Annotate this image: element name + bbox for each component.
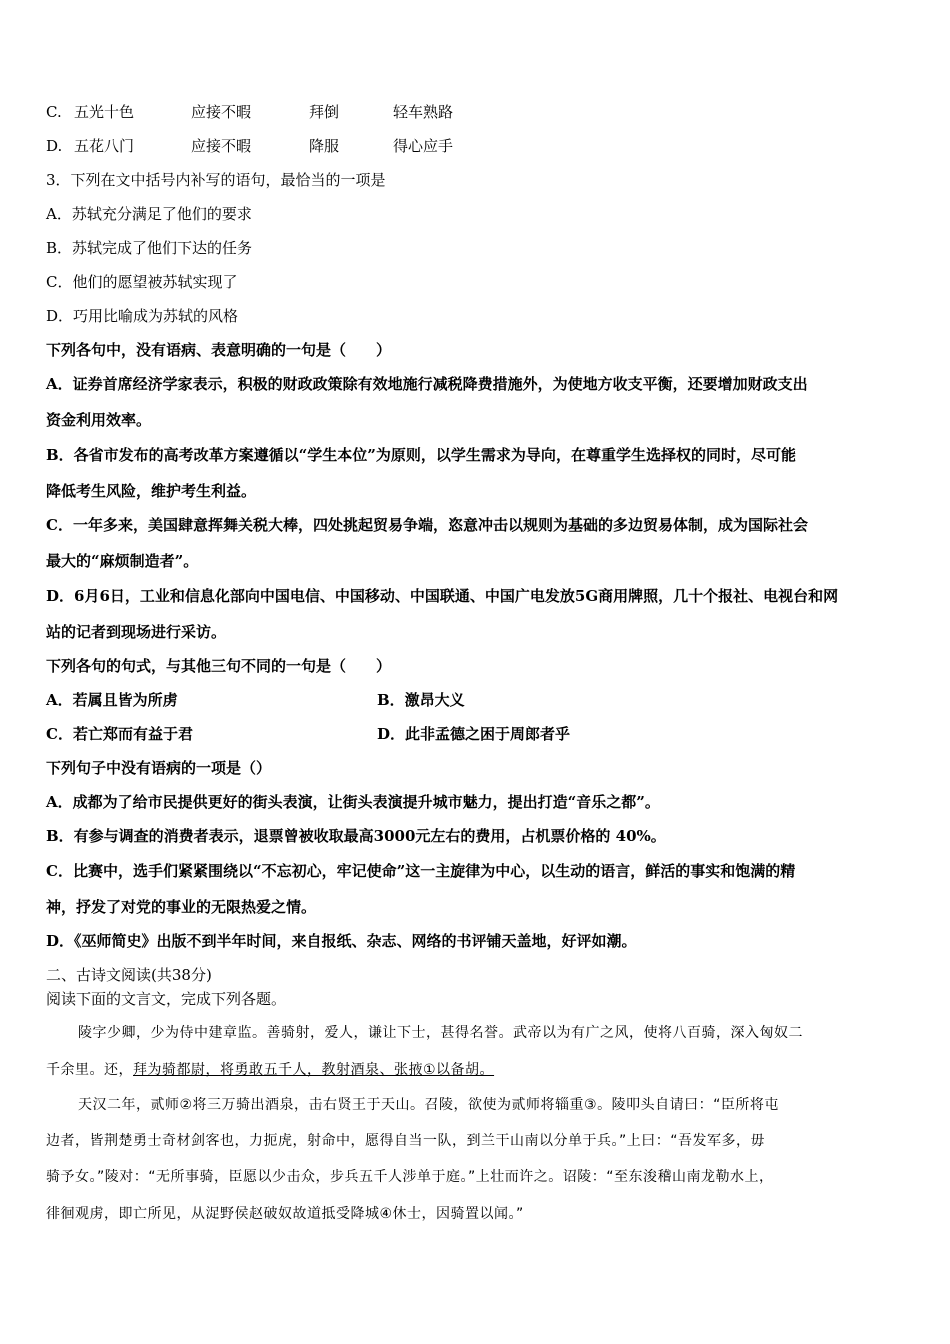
q5-option-c: C．若亡郑而有益于君 (46, 725, 193, 743)
q4-option-b-line2: 降低考生风险，维护考生利益。 (46, 482, 257, 500)
q6-stem: 下列句子中没有语病的一项是（） (46, 759, 272, 777)
option-word-2: 应接不暇 (191, 103, 252, 121)
q3-option-a: A．苏轼充分满足了他们的要求 (46, 205, 252, 223)
option-word-3: 拜倒 (309, 103, 340, 121)
passage-p1-line2 (46, 1060, 494, 1080)
q4-option-d-line1: D．6月6日，工业和信息化部向中国电信、中国移动、中国联通、中国广电发放5G商用牌照，几十个报社、电视台和网 (46, 587, 839, 605)
q3-stem: 3．下列在文中括号内补写的语句，最恰当的一项是 (46, 171, 386, 189)
q6-option-c-line1: C．比赛中，选手们紧紧围绕以“不忘初心，牢记使命”这一主旋律为中心，以生动的语言，鲜活的事实和饱满的精 (46, 862, 796, 880)
option-word-1: 五花八门 (74, 137, 135, 155)
q4-stem: 下列各句中，没有语病、表意明确的一句是（ ） (46, 341, 392, 359)
option-word-1: 五光十色 (74, 103, 135, 121)
q3-option-c: C．他们的愿望被苏轼实现了 (46, 273, 238, 291)
passage-underlined-sentence: 拜为骑都尉，将勇敢五千人，教射酒泉、张掖①以备胡。 (133, 1062, 495, 1078)
passage-p2-line3: 骑予女。”陵对：“无所事骑，臣愿以少击众，步兵五千人涉单于庭。”上壮而许之。诏陵：“至东浚稽山南龙勒水上， (46, 1169, 774, 1185)
q4-option-a-line2: 资金利用效率。 (46, 411, 152, 429)
option-word-4: 轻车熟路 (393, 103, 454, 121)
q5-option-d: D．此非孟德之困于周郎者乎 (377, 725, 571, 743)
q6-option-c-line2: 神，抒发了对党的事业的无限热爱之情。 (46, 898, 317, 916)
section-title: 二、古诗文阅读(共38分) (46, 966, 212, 984)
passage-p2-line1: 天汉二年，贰师②将三万骑出酒泉，击右贤王于天山。召陵，欲使为贰师将辎重③。陵叩头自请曰：“臣所将屯 (78, 1097, 779, 1113)
passage-p2-line2: 边者，皆荆楚勇士奇材剑客也，力扼虎，射命中，愿得自当一队，到兰干山南以分单于兵。”上曰：“吾发军多，毋 (46, 1133, 766, 1149)
option-label: C. (46, 103, 62, 121)
q3-option-d: D．巧用比喻成为苏轼的风格 (46, 307, 239, 325)
option-word-2: 应接不暇 (191, 137, 252, 155)
q6-option-a: A．成都为了给市民提供更好的街头表演，让街头表演提升城市魅力，提出打造“音乐之都”。 (46, 793, 660, 811)
passage-p2-line4: 徘徊观虏，即亡所见，从浞野侯赵破奴故道抵受降城④休士，因骑置以闻。” (46, 1206, 524, 1222)
q5-option-a: A．若属且皆为所虏 (46, 691, 178, 709)
q4-option-c-line1: C．一年多来，美国肆意挥舞关税大棒，四处挑起贸易争端，恣意冲击以规则为基础的多边贸易体制，成为国际社会 (46, 516, 808, 534)
q5-stem: 下列各句的句式，与其他三句不同的一句是（ ） (46, 657, 392, 675)
option-word-3: 降服 (309, 137, 340, 155)
q3-option-b: B．苏轼完成了他们下达的任务 (46, 239, 253, 257)
section-instruction: 阅读下面的文言文，完成下列各题。 (46, 990, 287, 1008)
q4-option-a-line1: A．证券首席经济学家表示，积极的财政政策除有效地施行减税降费措施外，为使地方收支平衡，还要增加财政支出 (46, 375, 808, 393)
q4-option-b-line1: B．各省市发布的高考改革方案遵循以“学生本位”为原则，以学生需求为导向，在尊重学生选择权的同时，尽可能 (46, 446, 796, 464)
option-label: D. (46, 137, 63, 155)
passage-p1-line1: 陵字少卿，少为侍中建章监。善骑射，爱人，谦让下士，甚得名誉。武帝以为有广之风，使将八百骑，深入匈奴二 (78, 1025, 803, 1041)
q4-option-d-line2: 站的记者到现场进行采访。 (46, 623, 227, 641)
q5-option-b: B．激昂大义 (377, 691, 465, 709)
option-word-4: 得心应手 (393, 137, 454, 155)
passage-p1-plain: 千余里。还， (46, 1062, 133, 1078)
q6-option-b: B．有参与调查的消费者表示，退票曾被收取最高3000元左右的费用，占机票价格的 40%。 (46, 827, 666, 845)
q6-option-d: D．《巫师简史》出版不到半年时间，来自报纸、杂志、网络的书评铺天盖地，好评如潮。 (46, 932, 637, 950)
q4-option-c-line2: 最大的“麻烦制造者”。 (46, 552, 199, 570)
